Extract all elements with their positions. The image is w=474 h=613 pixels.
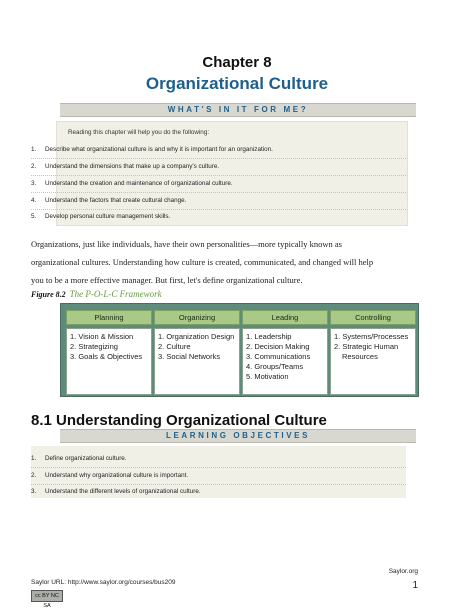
page-number: 1 (412, 580, 418, 591)
paragraph-line: you to be a more effective manager. But first, let's define organizational culture. (31, 275, 303, 285)
list-text: Develop personal culture management skills. (45, 213, 171, 220)
framework-item: 2. Strategic Human Resources (334, 342, 399, 361)
framework-item: 5. Motivation (246, 372, 289, 381)
footer-url: Saylor URL: http://www.saylor.org/courses/bus209 (31, 579, 176, 586)
framework-heading: Controlling (330, 310, 416, 325)
list-number: 3. (31, 180, 37, 187)
learning-objectives-heading: LEARNING OBJECTIVES (60, 430, 416, 442)
whats-in-it-heading: WHAT'S IN IT FOR ME? (60, 104, 416, 116)
framework-item: 2. Strategizing (70, 342, 118, 351)
divider (31, 467, 406, 468)
footer-site-name: Saylor.org (388, 568, 418, 575)
framework-column-leading (242, 310, 328, 390)
list-number: 1. (31, 146, 37, 153)
figure-label: Figure 8.2 (31, 290, 66, 299)
list-number: 2. (31, 472, 37, 479)
framework-list (242, 328, 328, 395)
framework-column-controlling (330, 310, 416, 390)
list-text: Understand the creation and maintenance of organizational culture. (45, 180, 233, 187)
band-rule-bottom (60, 442, 416, 443)
framework-column-organizing (154, 310, 240, 390)
divider (31, 158, 406, 159)
divider (31, 484, 406, 485)
divider (31, 175, 406, 176)
chapter-title: Organizational Culture (145, 74, 329, 93)
divider (31, 192, 406, 193)
framework-item: 1. Vision & Mission (70, 332, 134, 341)
list-text: Understand the different levels of organizational culture. (45, 488, 201, 495)
creative-commons-license-icon: cc BY NC SA (31, 590, 63, 602)
list-item (31, 213, 170, 228)
framework-item: 3. Social Networks (158, 352, 221, 361)
list-number: 5. (31, 213, 37, 220)
list-number: 4. (31, 197, 37, 204)
framework-item: 2. Culture (158, 342, 191, 351)
band-rule-bottom (60, 116, 416, 117)
section-title: 8.1 Understanding Organizational Culture (31, 412, 327, 429)
polc-framework-diagram (60, 303, 419, 397)
framework-item: 3. Goals & Objectives (70, 352, 143, 361)
framework-item: 2. Decision Making (246, 342, 310, 351)
list-text: Understand the factors that create cultural change. (45, 197, 187, 204)
framework-item: 1. Systems/Processes (334, 332, 409, 341)
list-text: Describe what organizational culture is and why it is important for an organization. (45, 146, 273, 153)
list-item (31, 488, 201, 503)
framework-heading: Organizing (154, 310, 240, 325)
framework-heading: Leading (242, 310, 328, 325)
framework-list (154, 328, 240, 395)
chapter-number: Chapter 8 (202, 54, 272, 71)
framework-item: 1. Leadership (246, 332, 292, 341)
framework-list (330, 328, 416, 395)
figure-title: The P-O-L-C Framework (69, 289, 162, 299)
framework-item: 4. Groups/Teams (246, 362, 304, 371)
list-number: 2. (31, 163, 37, 170)
framework-column-planning (66, 310, 152, 390)
framework-item: 1. Organization Design (158, 332, 235, 341)
list-text: Understand why organizational culture is important. (45, 472, 189, 479)
objectives-intro: Reading this chapter will help you do the following: (68, 129, 210, 136)
list-text: Understand the dimensions that make up a company's culture. (45, 163, 220, 170)
divider (31, 209, 406, 210)
framework-heading: Planning (66, 310, 152, 325)
framework-item: 3. Communications (246, 352, 311, 361)
list-number: 1. (31, 455, 37, 462)
figure-caption (31, 289, 162, 299)
list-text: Define organizational culture. (45, 455, 127, 462)
framework-list (66, 328, 152, 395)
paragraph-line: Organizations, just like individuals, have their own personalities—more typically known as (31, 239, 342, 249)
paragraph-line: organizational cultures. Understanding how culture is created, communicated, and changed will help (31, 257, 374, 267)
list-number: 3. (31, 488, 37, 495)
